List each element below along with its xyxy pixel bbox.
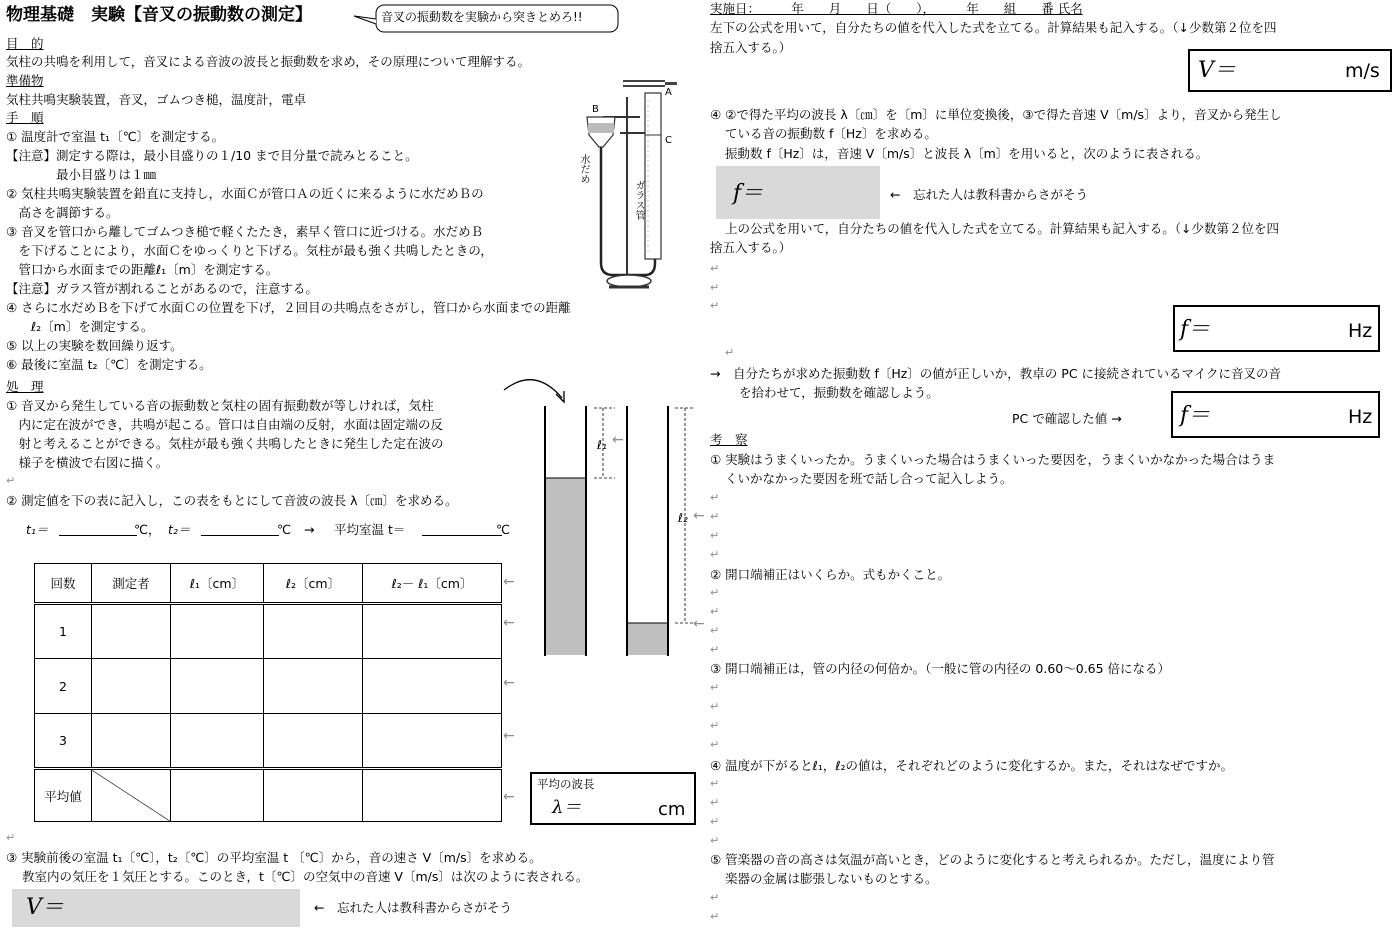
return-mark: ↵ — [710, 681, 720, 694]
row-arrow-icon: ← — [693, 508, 705, 524]
return-mark: ↵ — [710, 738, 720, 751]
procedure-line: ④ さらに水だめＢを下げて水面Ｃの位置を下げ，２回目の共鳴点をさがし，管口から水面までの距離 — [6, 300, 571, 315]
header-cell: 回数 — [35, 564, 92, 604]
avg-temp-blank[interactable] — [422, 535, 502, 536]
pc-answer-unit: Hz — [1348, 406, 1373, 428]
instruction-line: 捨五入する。） — [710, 240, 792, 255]
avg-temp-label: 平均室温 t＝ — [334, 522, 406, 537]
table-row — [35, 604, 502, 659]
procedure-line: ① 温度計で室温 t₁〔℃〕を測定する。 — [6, 129, 225, 144]
measurement-table — [34, 563, 502, 822]
processing-line: ① 音叉から発生している音の振動数と気柱の固有振動数が等しければ，気柱 — [6, 398, 434, 413]
table-row — [35, 659, 502, 714]
input-cell[interactable] — [363, 714, 502, 769]
discussion-q2: ② 開口端補正はいくらか。式もかくこと。 — [710, 567, 951, 582]
label-glass-tube: ガラス管 — [633, 180, 644, 220]
label-reservoir: 水だめ — [578, 154, 589, 184]
f-formula: f＝ — [733, 181, 764, 206]
input-cell[interactable] — [171, 714, 264, 769]
diagonal-cell — [92, 769, 171, 822]
pc-label: PC で確認した値 → — [1012, 411, 1122, 426]
f-answer-symbol: f＝ — [1180, 317, 1211, 342]
input-cell[interactable] — [171, 604, 264, 659]
instruction-line: 左下の公式を用いて，自分たちの値を代入した式を立てる。計算結果も記入する。（↓少数第２位を四 — [710, 20, 1277, 35]
input-cell[interactable] — [363, 604, 502, 659]
check-line: → 自分たちが求めた振動数 f〔Hz〕の値が正しいか，教卓の PC に接続されているマイクに音叉の音 — [710, 366, 1282, 381]
header-cell: ℓ₁〔cm〕 — [171, 564, 264, 604]
input-cell[interactable] — [92, 714, 171, 769]
return-mark: ↵ — [710, 815, 720, 828]
t2-label: t₂＝ — [168, 522, 191, 537]
procedure-line: ③ 音叉を管口から離してゴムつき槌で軽くたたき，素早く管口に近づける。水だめＢ — [6, 224, 484, 239]
materials-text: 気柱共鳴実験装置，音叉，ゴムつき槌，温度計，電卓 — [6, 92, 307, 107]
purpose-text: 気柱の共鳴を利用して，音叉による音波の波長と振動数を求め，その原理について理解する。 — [6, 54, 531, 69]
label-a: A — [665, 87, 672, 98]
return-mark: ↵ — [6, 831, 16, 844]
procedure-line: 管口から水面までの距離ℓ₁〔m〕を測定する。 — [6, 262, 279, 277]
wavelength-unit: cm — [658, 799, 686, 820]
check-line: を拾わせて，振動数を確認しよう。 — [739, 385, 939, 400]
return-mark: ↵ — [710, 891, 720, 904]
row-arrow-icon: ← — [503, 574, 515, 590]
procedure-line: ⑤ 以上の実験を数回繰り返す。 — [6, 338, 183, 353]
input-cell[interactable] — [264, 604, 363, 659]
step3-line1: ③ 実験前後の室温 t₁〔℃〕，t₂〔℃〕の平均室温 t 〔℃〕から，音の速さ V〔m/s〕を求める。 — [6, 850, 542, 865]
processing-step2: ② 測定値を下の表に記入し，この表をもとにして音波の波長 λ〔㎝〕を求める。 — [6, 493, 458, 508]
t1-label: t₁＝ — [26, 522, 49, 537]
v-formula: V＝ — [26, 895, 64, 920]
return-mark: ↵ — [710, 548, 720, 561]
f-formula-hint: ← 忘れた人は教科書からさがそう — [890, 187, 1088, 202]
return-mark: ↵ — [710, 624, 720, 637]
f-answer-unit: Hz — [1348, 320, 1373, 342]
discussion-q5: ⑤ 管楽器の音の高さは気温が高いとき，どのように変化すると考えられるか。ただし，温度により管 — [710, 852, 1275, 867]
return-mark: ↵ — [710, 777, 720, 790]
procedure-line: ② 気柱共鳴実験装置を鉛直に支持し，水面Ｃが管口Ａの近くに来るように水だめＢの — [6, 186, 484, 201]
input-cell[interactable] — [171, 659, 264, 714]
step4-line: ている音の振動数 f〔Hz〕を求める。 — [725, 126, 937, 141]
discussion-q1: ① 実験はうまくいったか。うまくいった場合はうまくいった要因を，うまくいかなかった場合はうま — [710, 452, 1276, 467]
discussion-q4: ④ 温度が下がるとℓ₁，ℓ₂の値は，それぞれどのように変化するか。また，それはなぜですか。 — [710, 758, 1234, 773]
table-header-row — [35, 564, 502, 604]
v-answer-unit: m/s — [1345, 60, 1380, 82]
row-arrow-icon: ← — [612, 432, 624, 448]
t1-unit: ℃， — [134, 522, 161, 537]
return-mark: ↵ — [710, 491, 720, 504]
step4-line: 振動数 f〔Hz〕は，音速 V〔m/s〕と波長 λ〔m〕を用いると，次のように表される。 — [725, 146, 1209, 161]
row-label: 2 — [35, 659, 92, 714]
procedure-line: ⑥ 最後に室温 t₂〔℃〕を測定する。 — [6, 357, 212, 372]
return-mark: ↵ — [710, 643, 720, 656]
procedure-line: ℓ₂〔m〕を測定する。 — [6, 319, 154, 334]
procedure-heading: 手 順 — [6, 110, 44, 125]
label-b: B — [592, 104, 599, 115]
v-formula-hint: ← 忘れた人は教科書からさがそう — [314, 900, 512, 915]
return-mark: ↵ — [710, 719, 720, 732]
return-mark: ↵ — [710, 299, 720, 312]
t2-blank[interactable] — [201, 535, 279, 536]
procedure-line: 【注意】測定する際は，最小目盛りの１/10 まで目分量で読みとること。 — [6, 148, 418, 163]
wavelength-symbol: λ＝ — [552, 797, 582, 818]
processing-heading: 処 理 — [6, 379, 44, 394]
return-mark: ↵ — [710, 262, 720, 275]
materials-heading: 準備物 — [6, 73, 44, 88]
resonance-apparatus-illustration — [565, 75, 685, 300]
row-label: 1 — [35, 604, 92, 659]
step4-line: ④ ②で得た平均の波長 λ〔㎝〕を〔m〕に単位変換後，③で得た音速 V〔m/s〕より，音叉から発生し — [710, 107, 1282, 122]
procedure-line: 最小目盛りは１㎜ — [6, 167, 157, 182]
return-mark: ↵ — [710, 586, 720, 599]
v-answer-symbol: V＝ — [1198, 58, 1236, 83]
input-cell[interactable] — [92, 659, 171, 714]
return-mark: ↵ — [710, 700, 720, 713]
wavelength-box-label: 平均の波長 — [537, 777, 595, 791]
processing-line: 射と考えることができる。気柱が最も強く共鳴したときに発生した定在波の — [6, 436, 444, 451]
input-cell[interactable] — [264, 659, 363, 714]
input-cell[interactable] — [363, 659, 502, 714]
input-cell[interactable] — [363, 769, 502, 822]
return-mark: ↵ — [725, 346, 735, 359]
return-mark: ↵ — [710, 910, 720, 923]
return-mark: ↵ — [710, 605, 720, 618]
discussion-q3: ③ 開口端補正は，管の内径の何倍か。（一般に管の内径の 0.60～0.65 倍になる） — [710, 661, 1171, 676]
row-arrow-icon: ← — [503, 789, 515, 805]
header-cell: 測定者 — [92, 564, 171, 604]
procedure-line: を下げることにより，水面Ｃをゆっくりと下げる。気柱が最も強く共鳴したときの， — [6, 243, 493, 258]
row-label: 平均値 — [35, 769, 92, 822]
diagram-l2-label: ℓ₂ — [678, 511, 688, 525]
header-cell: ℓ₂〔cm〕 — [264, 564, 363, 604]
arrow: → — [304, 522, 315, 537]
callout-text: 音叉の振動数を実験から突きとめろ!! — [381, 10, 583, 24]
avg-temp-unit: ℃ — [496, 522, 511, 537]
label-c: C — [665, 135, 672, 146]
input-cell[interactable] — [264, 714, 363, 769]
purpose-heading: 目 的 — [6, 36, 44, 51]
return-mark: ↵ — [710, 796, 720, 809]
return-mark: ↵ — [710, 529, 720, 542]
step3-line2: 教室内の気圧を１気圧とする。このとき，t〔℃〕の空気中の音速 V〔m/s〕は次のように表される。 — [22, 869, 589, 884]
processing-line: 内に定在波ができ，共鳴が起こる。管口は自由端の反射，水面は固定端の反 — [6, 417, 444, 432]
instruction-line: 捨五入する。） — [710, 40, 792, 55]
pc-answer-symbol: f＝ — [1180, 403, 1211, 428]
return-mark: ↵ — [710, 834, 720, 847]
header-cell: ℓ₂－ ℓ₁〔cm〕 — [363, 564, 502, 604]
return-mark: ↵ — [710, 510, 720, 523]
procedure-line: 【注意】ガラス管が割れることがあるので，注意する。 — [6, 281, 318, 296]
row-arrow-icon: ← — [693, 616, 705, 632]
diagram-l1-label: ℓ₁ — [597, 438, 607, 452]
table-row — [35, 769, 502, 822]
date-name-line[interactable]: 実施日： 年 月 日（ ）， 年 組 番 氏名 — [710, 1, 1083, 16]
row-arrow-icon: ← — [503, 615, 515, 631]
return-mark: ↵ — [710, 281, 720, 294]
processing-line: 様子を横波で右図に描く。 — [6, 455, 169, 470]
input-cell[interactable] — [92, 604, 171, 659]
row-arrow-icon: ← — [503, 675, 515, 691]
t2-unit: ℃ — [277, 522, 292, 537]
input-cell[interactable] — [264, 769, 363, 822]
input-cell[interactable] — [171, 769, 264, 822]
discussion-q5: 楽器の金属は膨張しないものとする。 — [725, 871, 938, 886]
return-mark: ↵ — [6, 474, 16, 487]
procedure-line: 高さを調節する。 — [6, 205, 119, 220]
page-title: 物理基礎 実験【音叉の振動数の測定】 — [6, 5, 312, 25]
table-row — [35, 714, 502, 769]
t1-blank[interactable] — [59, 535, 137, 536]
row-arrow-icon: ← — [503, 728, 515, 744]
discussion-q1: くいかなかった要因を班で話し合って記入しよう。 — [725, 471, 1013, 486]
instruction-line: 上の公式を用いて，自分たちの値を代入した式を立てる。計算結果も記入する。（↓少数第２位を四 — [725, 221, 1279, 236]
discussion-heading: 考 察 — [710, 432, 748, 447]
row-label: 3 — [35, 714, 92, 769]
